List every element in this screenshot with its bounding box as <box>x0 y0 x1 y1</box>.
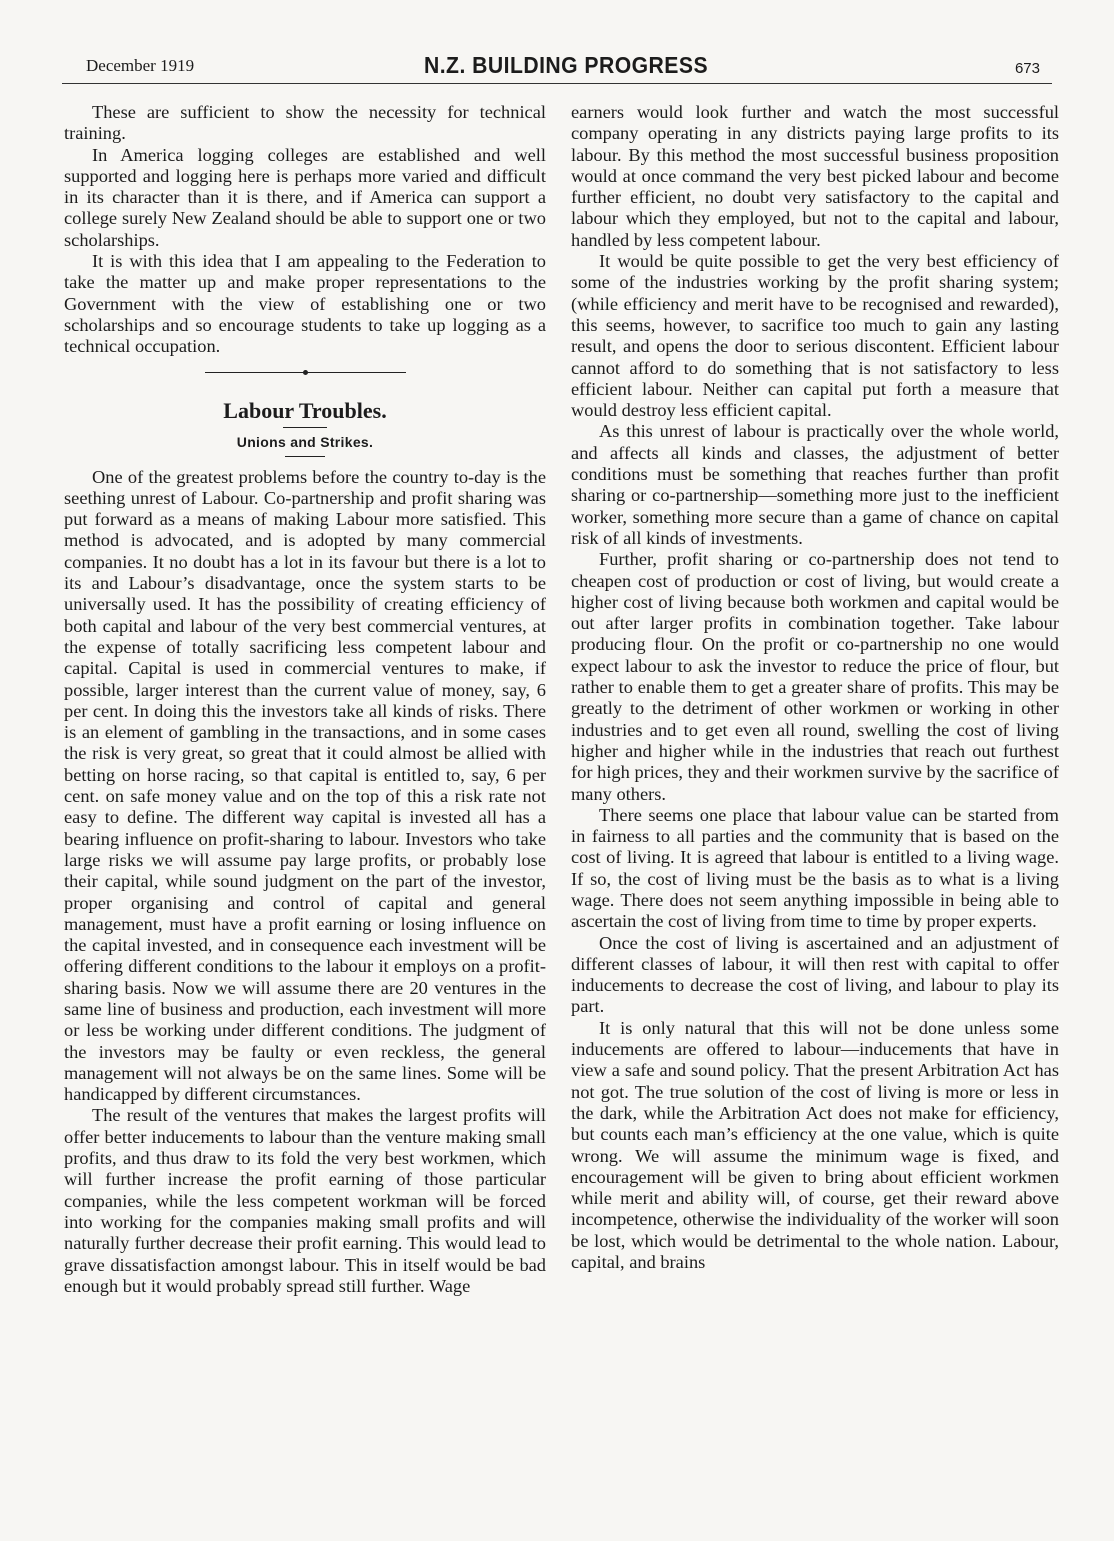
section-divider <box>64 366 546 376</box>
page-header <box>86 54 1046 84</box>
header-rule <box>62 83 1052 84</box>
continuation-paragraph: earners would look further and watch the most successful company operating in any districts paying large profits to its labour. By this method the most successful business proposition would at once command the very best picked labour and become further efficient, no doubt very satisfactory to the capital and labour which they employed, but not to the capital and labour, handled by less competent labour. <box>571 102 1059 250</box>
subtitle-rule <box>285 456 325 457</box>
page-number: 673 <box>1014 60 1040 77</box>
title-rule <box>283 427 327 428</box>
article-paragraph: Further, profit sharing or co-partnership does not tend to cheapen cost of production or cost of living, but would create a higher cost of living because both workmen and capital would be out after larger profits in combination together. Take labour producing flour. On the profit or co-partnership no one would expect labour to ask the investor to reduce the price of flour, but rather to enable them to get a greater share of profits. This may be greatly to the detriment of other workmen or working in other industries and to get even all round, swelling the cost of living higher and higher while in the industries that reach out furthest for high prices, they and their workmen survive by the sacrifice of many others. <box>571 549 1059 804</box>
article-paragraph: There seems one place that labour value can be started from in fairness to all parties and the community that is based on the cost of living. It is agreed that labour is entitled to a living wage. If so, the cost of living must be the basis as to what is a living wage. There does not seem anything impossible in being able to ascertain the cost of living from time to time by proper experts. <box>571 804 1059 932</box>
article-paragraph: It would be quite possible to get the very best efficiency of some of the industries working by the profit sharing system; (while efficiency and merit have to be recognised and rewarded), this seems, however, to sacrifice too much to gain any lasting result, and opens the door to serious discontent. Efficient labour cannot afford to do something that is not satisfactory to less efficient labour. Neither can capital put forth a measure that would destroy less efficient capital. <box>571 251 1059 421</box>
article-title: Labour Troubles. <box>223 397 387 423</box>
intro-paragraph: In America logging colleges are established and well supported and logging here is perhaps more varied and difficult in its character than it is there, and if America can support a college surely New Zealand should be able to support one or two scholarships. <box>64 144 546 250</box>
intro-paragraph: These are sufficient to show the necessity for technical training. <box>64 102 546 144</box>
intro-paragraph: It is with this idea that I am appealing to the Federation to take the matter up and make proper representations to the Government with the view of establishing one or two scholarships and so encourage students to take up logging as a technical occupation. <box>64 251 546 357</box>
publication-title: N.Z. BUILDING PROGRESS <box>423 52 709 78</box>
article-paragraph: As this unrest of labour is practically over the whole world, and affects all kinds and classes, the adjustment of better conditions must be something that reaches further than profit sharing or co-partnership—something more just to the inefficient worker, something more secure than a game of chance on capital risk of all kinds of investments. <box>571 421 1059 548</box>
header-date: December 1919 <box>86 56 195 75</box>
left-column <box>64 102 546 1297</box>
article-paragraph: The result of the ventures that makes the largest profits will offer better inducements to labour than the venture making small profits, and thus draw to its fold the very best workmen, which will further increase the profit earning of those particular companies, while the less competent workman will be forced into working for the companies making small profits and will naturally further decrease their profit earning. This would lead to grave dissatisfaction amongst labour. This in itself would be bad enough but it would probably spread still further. Wage <box>64 1105 546 1296</box>
right-column <box>571 102 1059 1273</box>
article-subtitle: Unions and Strikes. <box>236 433 374 450</box>
article-paragraph: One of the greatest problems before the country to-day is the seething unrest of Labour. Co-partnership and profit sharing was put forward as a means of making Labour more satisfied. This method is advocated, and is adopted by many commercial companies. It no doubt has a lot in its favour but there is a lot to its and Labour’s disadvantage, once the system starts to be universally used. It has the possibility of creating efficiency of both capital and labour of the very best commercial ventures, at the expense of totally sacrificing less competent labour and capital. Capital is used in commercial ventures to make, if possible, larger interest than the current value of money, say, 6 per cent. In doing this the investors take all kinds of risks. There is an element of gambling in the transactions, and in some cases the risk is very great, so great that it could almost be allied with betting on horse racing, so that capital is entitled to, say, 6 per cent. on safe money value and on the top of this a risk rate not easy to define. The different way capital is invested all has a bearing influence on profit-sharing to labour. Investors who take large risks we will assume pay large profits, or probably lose their capital, while sound judgment on the part of the investor, proper organising and control of capital and general management, must have a profit earning or losing influence on the capital invested, and in consequence each investment will be offering different conditions to the labour it employs on a profit-sharing basis. Now we will assume there are 20 ventures in the same line of business and production, each investment will more or less be working under different conditions. The judgment of the investors may be faulty or even reckless, the general management will not always be on the same lines. Some will be handicapped by different circumstances. <box>64 466 546 1105</box>
article-paragraph: It is only natural that this will not be done unless some inducements are offered to labour—inducements that have in view a safe and sound policy. That the present Arbitration Act has not got. The true solution of the cost of living is more or less in the dark, while the Arbitration Act does not make for efficiency, but counts each man’s efficiency at the one value, which is quite wrong. We will assume the minimum wage is fixed, and encouragement will be given to bring about efficient workmen while merit and ability will, of course, get their reward above incompetence, otherwise the individuality of the worker will soon be lost, which would be detrimental to the whole nation. Labour, capital, and brains <box>571 1017 1059 1273</box>
article-paragraph: Once the cost of living is ascertained and an adjustment of different classes of labour, it will then rest with capital to offer inducements to decrease the cost of living, and labour to play its part. <box>571 932 1059 1017</box>
